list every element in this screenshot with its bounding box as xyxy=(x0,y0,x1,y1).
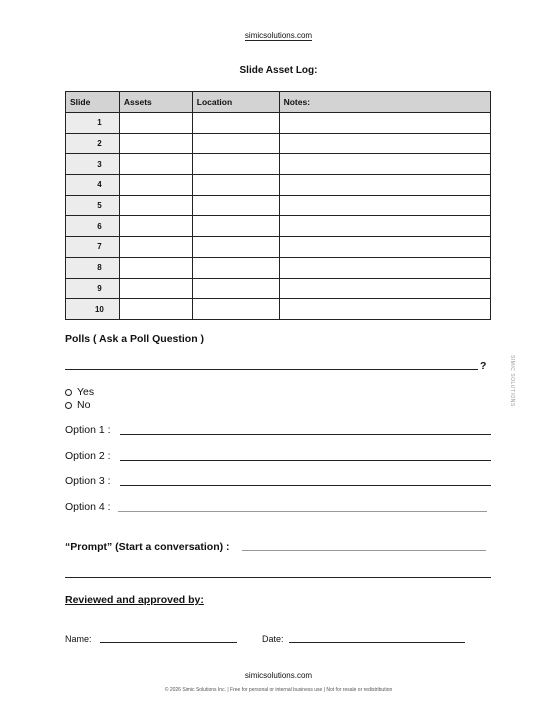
table-header-row xyxy=(66,92,491,113)
slide-asset-table xyxy=(65,91,491,320)
date-label: Date: xyxy=(262,634,284,644)
slide-number: 2 xyxy=(66,133,120,154)
poll-question-mark: ? xyxy=(480,360,487,372)
radio-circle-icon[interactable] xyxy=(65,389,72,396)
option-3-label: Option 3 : xyxy=(65,475,111,487)
assets-cell[interactable] xyxy=(119,133,192,154)
slide-number: 3 xyxy=(66,154,120,175)
table-row xyxy=(66,278,491,299)
slide-number: 5 xyxy=(66,195,120,216)
option-4-line[interactable] xyxy=(118,511,487,512)
name-line[interactable] xyxy=(100,642,237,643)
assets-cell[interactable] xyxy=(119,175,192,196)
table-row xyxy=(66,299,491,320)
footer-site-link[interactable]: simicsolutions.com xyxy=(244,671,313,680)
option-2-label: Option 2 : xyxy=(65,450,111,462)
slide-number: 1 xyxy=(66,113,120,134)
column-header-assets: Assets xyxy=(119,92,192,113)
location-cell[interactable] xyxy=(192,154,279,175)
table-row xyxy=(66,113,491,134)
polls-title: Polls ( Ask a Poll Question ) xyxy=(65,333,205,345)
table-row xyxy=(66,195,491,216)
notes-cell[interactable] xyxy=(279,195,490,216)
location-cell[interactable] xyxy=(192,257,279,278)
option-2-line[interactable] xyxy=(120,460,491,461)
assets-cell[interactable] xyxy=(119,113,192,134)
notes-cell[interactable] xyxy=(279,113,490,134)
location-cell[interactable] xyxy=(192,195,279,216)
table-row xyxy=(66,257,491,278)
name-label: Name: xyxy=(65,634,92,644)
slide-number: 9 xyxy=(66,278,120,299)
table-row xyxy=(66,175,491,196)
location-cell[interactable] xyxy=(192,113,279,134)
option-1-label: Option 1 : xyxy=(65,424,111,436)
location-cell[interactable] xyxy=(192,237,279,258)
notes-cell[interactable] xyxy=(279,175,490,196)
side-watermark: SIMIC SOLUTIONS xyxy=(509,355,515,407)
assets-cell[interactable] xyxy=(119,237,192,258)
prompt-label: “Prompt” (Start a conversation) : xyxy=(65,541,230,553)
column-header-notes: Notes: xyxy=(279,92,490,113)
location-cell[interactable] xyxy=(192,175,279,196)
slide-number: 6 xyxy=(66,216,120,237)
review-title: Reviewed and approved by: xyxy=(65,594,204,606)
prompt-line[interactable] xyxy=(242,550,486,551)
notes-cell[interactable] xyxy=(279,237,490,258)
date-line[interactable] xyxy=(289,642,465,643)
location-cell[interactable] xyxy=(192,299,279,320)
choice-label: Yes xyxy=(77,386,95,398)
notes-cell[interactable] xyxy=(279,257,490,278)
slide-number: 8 xyxy=(66,257,120,278)
assets-cell[interactable] xyxy=(119,278,192,299)
slide-number: 4 xyxy=(66,175,120,196)
notes-cell[interactable] xyxy=(279,216,490,237)
poll-question-line[interactable] xyxy=(65,369,478,370)
poll-choice-yes[interactable] xyxy=(65,386,94,398)
slide-number: 7 xyxy=(66,237,120,258)
assets-cell[interactable] xyxy=(119,216,192,237)
header-site-link[interactable]: simicsolutions.com xyxy=(244,31,313,40)
assets-cell[interactable] xyxy=(119,154,192,175)
assets-cell[interactable] xyxy=(119,195,192,216)
notes-cell[interactable] xyxy=(279,154,490,175)
table-row xyxy=(66,237,491,258)
notes-cell[interactable] xyxy=(279,299,490,320)
table-row xyxy=(66,154,491,175)
footer-note: © 2026 Simic Solutions Inc. | Free for personal or internal business use | Not for resale or redistribution xyxy=(164,687,393,693)
option-4-label: Option 4 : xyxy=(65,501,111,513)
page-title: Slide Asset Log: xyxy=(239,65,318,76)
option-3-line[interactable] xyxy=(120,485,491,486)
table-row xyxy=(66,216,491,237)
notes-cell[interactable] xyxy=(279,278,490,299)
option-1-line[interactable] xyxy=(120,434,491,435)
assets-cell[interactable] xyxy=(119,257,192,278)
slide-number: 10 xyxy=(66,299,120,320)
location-cell[interactable] xyxy=(192,278,279,299)
notes-cell[interactable] xyxy=(279,133,490,154)
table-row xyxy=(66,133,491,154)
column-header-slide: Slide xyxy=(66,92,120,113)
poll-choice-no[interactable] xyxy=(65,399,90,411)
assets-cell[interactable] xyxy=(119,299,192,320)
column-header-location: Location xyxy=(192,92,279,113)
prompt-continuation-line[interactable] xyxy=(65,577,491,578)
location-cell[interactable] xyxy=(192,133,279,154)
choice-label: No xyxy=(77,399,91,411)
location-cell[interactable] xyxy=(192,216,279,237)
radio-circle-icon[interactable] xyxy=(65,402,72,409)
